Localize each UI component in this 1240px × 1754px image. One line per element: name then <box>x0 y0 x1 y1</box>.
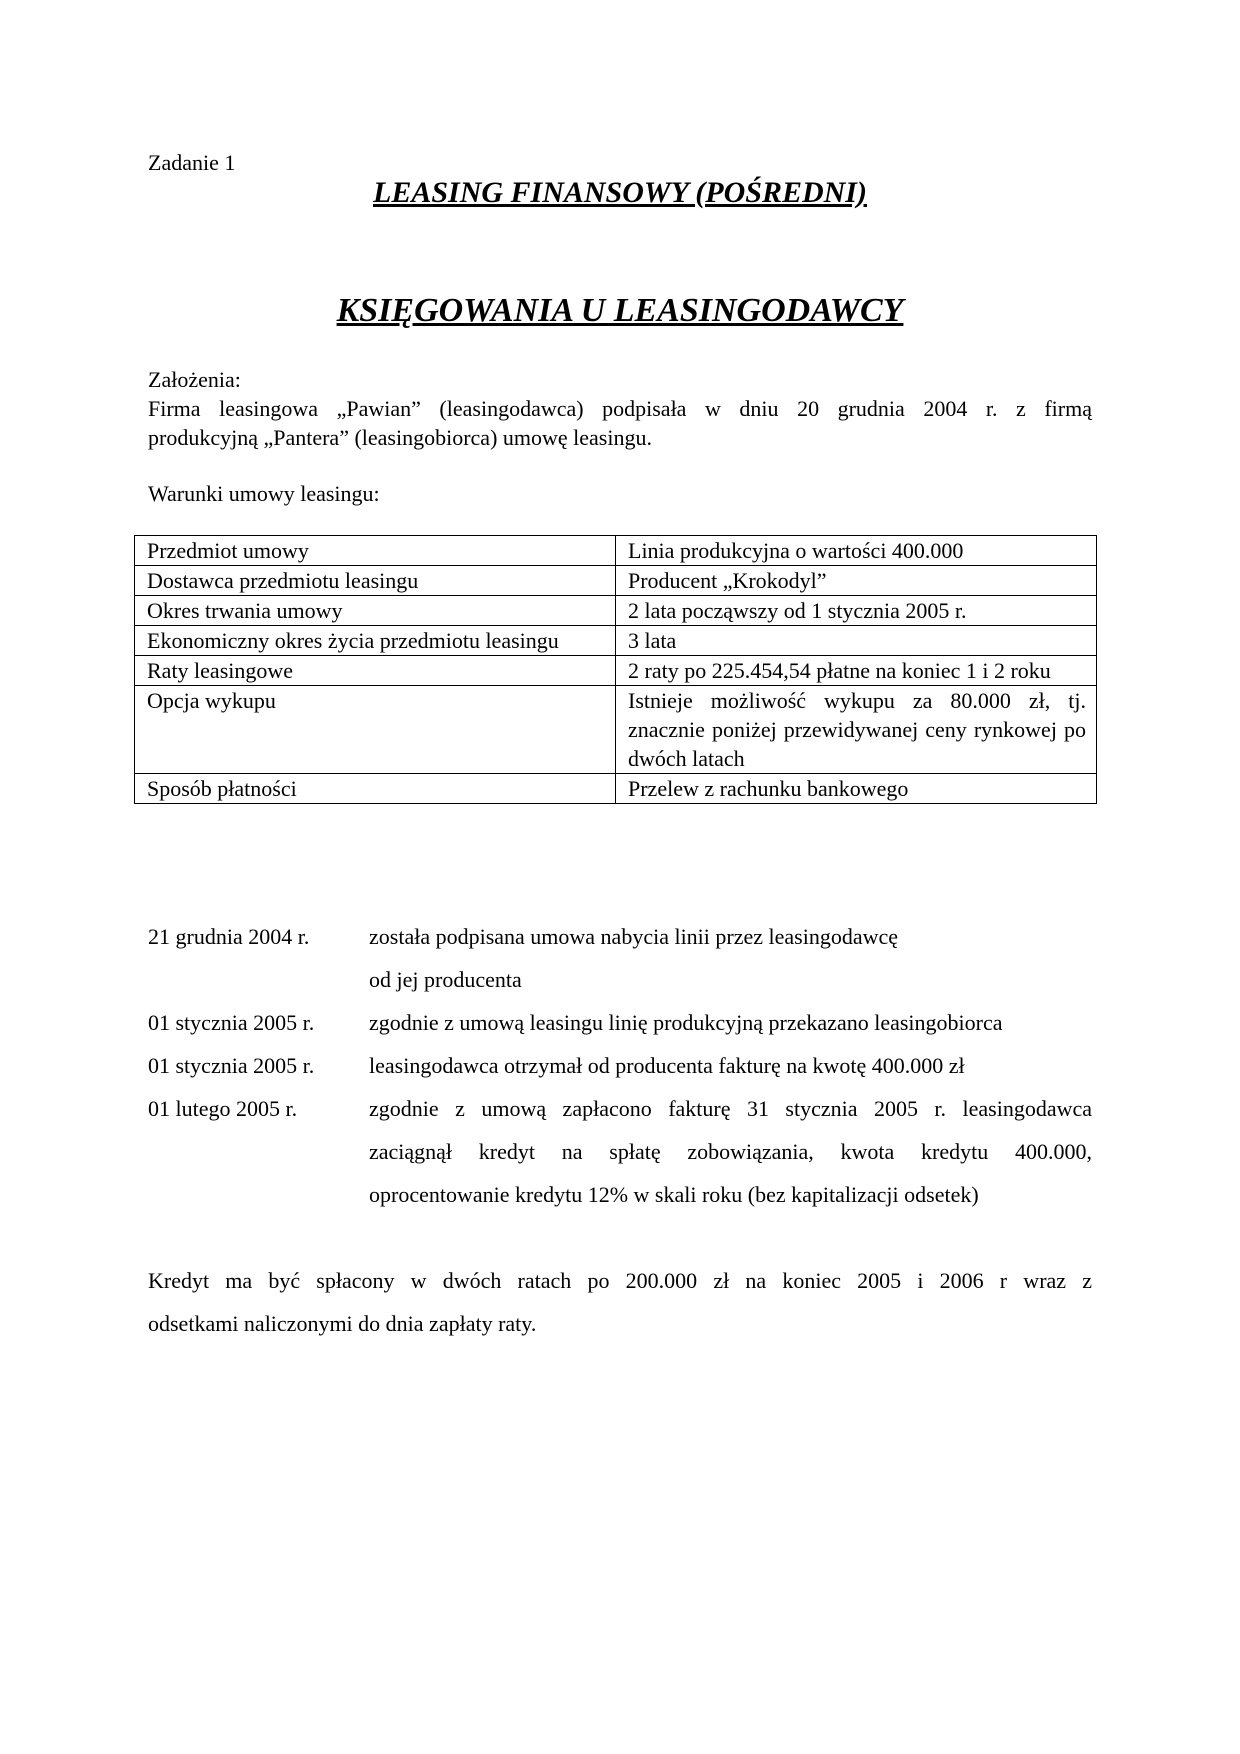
event-date: 01 lutego 2005 r. <box>148 1096 298 1121</box>
term-label: Okres trwania umowy <box>135 596 616 626</box>
table-row <box>135 596 1097 626</box>
conditions-heading: Warunki umowy leasingu: <box>148 481 380 506</box>
term-value: Linia produkcyjna o wartości 400.000 <box>616 536 1097 566</box>
event-description-line: od jej producenta <box>369 967 522 992</box>
term-label: Dostawca przedmiotu leasingu <box>135 566 616 596</box>
event-description-line: została podpisana umowa nabycia linii przez leasingodawcę <box>369 924 899 949</box>
term-label: Raty leasingowe <box>135 656 616 686</box>
event-item <box>148 1001 1092 1044</box>
event-description <box>369 915 1092 1001</box>
event-date: 01 stycznia 2005 r. <box>148 1053 315 1078</box>
event-description-line: zgodnie z umową leasingu linię produkcyjną przekazano leasingobiorca <box>369 1010 1003 1035</box>
credit-note-line-1: Kredyt ma być spłacony w dwóch ratach po 200.000 zł na koniec 2005 i 2006 r wraz z <box>148 1268 1092 1293</box>
table-row <box>135 656 1097 686</box>
event-description <box>369 1087 1092 1216</box>
event-item <box>148 1044 1092 1087</box>
events-list <box>148 915 1092 1216</box>
event-description-line: oprocentowanie kredytu 12% w skali roku (bez kapitalizacji odsetek) <box>369 1182 979 1207</box>
assumptions-section <box>148 365 1092 452</box>
term-value: 2 lata począwszy od 1 stycznia 2005 r. <box>616 596 1097 626</box>
task-label: Zadanie 1 <box>148 150 236 175</box>
table-row <box>135 774 1097 804</box>
table-row <box>135 626 1097 656</box>
event-description-line: zgodnie z umową zapłacono fakturę 31 stycznia 2005 r. leasingodawca <box>369 1096 1092 1121</box>
assumptions-text-line-2: produkcyjną „Pantera” (leasingobiorca) umowę leasingu. <box>148 425 652 450</box>
credit-note <box>148 1259 1092 1345</box>
event-description-line: zaciągnął kredyt na spłatę zobowiązania, kwota kredytu 400.000, <box>369 1139 1092 1164</box>
assumptions-heading: Założenia: <box>148 367 241 392</box>
term-value: 3 lata <box>616 626 1097 656</box>
event-description-line: leasingodawca otrzymał od producenta fakturę na kwotę 400.000 zł <box>369 1053 965 1078</box>
table-row <box>135 686 1097 774</box>
term-label: Ekonomiczny okres życia przedmiotu leasingu <box>135 626 616 656</box>
event-description <box>369 1001 1092 1044</box>
lease-terms-table <box>134 535 1097 804</box>
table-row <box>135 566 1097 596</box>
event-date: 21 grudnia 2004 r. <box>148 924 310 949</box>
document-title: LEASING FINANSOWY (POŚREDNI) <box>373 176 867 209</box>
term-value: Istnieje możliwość wykupu za 80.000 zł, tj. znacznie poniżej przewidywanej ceny rynkowej po dwóch latach <box>616 686 1097 774</box>
table-row <box>135 536 1097 566</box>
event-description <box>369 1044 1092 1087</box>
assumptions-text-line-1: Firma leasingowa „Pawian” (leasingodawca) podpisała w dniu 20 grudnia 2004 r. z firmą <box>148 396 1092 421</box>
term-label: Przedmiot umowy <box>135 536 616 566</box>
term-value: Przelew z rachunku bankowego <box>616 774 1097 804</box>
event-item <box>148 915 1092 1001</box>
term-value: Producent „Krokodyl” <box>616 566 1097 596</box>
term-label: Sposób płatności <box>135 774 616 804</box>
credit-note-line-2: odsetkami naliczonymi do dnia zapłaty raty. <box>148 1311 537 1336</box>
document-subtitle: KSIĘGOWANIA U LEASINGODAWCY <box>336 292 904 329</box>
term-label: Opcja wykupu <box>135 686 616 774</box>
event-item <box>148 1087 1092 1216</box>
event-date: 01 stycznia 2005 r. <box>148 1010 315 1035</box>
term-value: 2 raty po 225.454,54 płatne na koniec 1 i 2 roku <box>616 656 1097 686</box>
